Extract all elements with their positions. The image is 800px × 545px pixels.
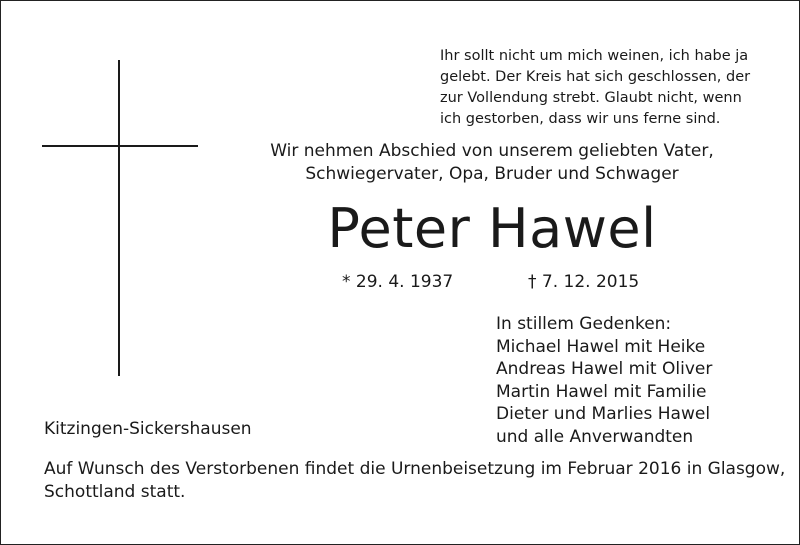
burial-notice (44, 458, 786, 504)
place-name: Kitzingen-Sickershausen (44, 419, 252, 439)
poem-line: ich gestorben, dass wir uns ferne sind. (440, 111, 721, 127)
mourner-line: Michael Hawel mit Heike (496, 336, 706, 357)
mourners-heading: In stillem Gedenken: (496, 314, 672, 334)
poem-verse (440, 46, 780, 130)
mourner-line: und alle Anverwandten (496, 426, 694, 447)
intro-line: Schwiegervater, Opa, Bruder und Schwager (305, 164, 679, 184)
cross-vertical-bar (118, 60, 120, 376)
farewell-intro (232, 140, 752, 186)
mourner-line: Andreas Hawel mit Oliver (496, 359, 713, 380)
death-date: † 7. 12. 2015 (528, 272, 640, 292)
mourner-line: Martin Hawel mit Familie (496, 381, 707, 402)
deceased-name: Peter Hawel (327, 197, 657, 260)
mourner-line: Dieter und Marlies Hawel (496, 404, 711, 425)
poem-line: gelebt. Der Kreis hat sich geschlossen, der (440, 69, 751, 85)
poem-line: Ihr sollt nicht um mich weinen, ich habe ja (440, 48, 749, 64)
notice-line: Auf Wunsch des Verstorbenen findet die Urnenbeisetzung im Februar 2016 in Glasgow, (44, 459, 786, 479)
intro-line: Wir nehmen Abschied von unserem geliebten Vater, (270, 141, 714, 161)
poem-line: zur Vollendung strebt. Glaubt nicht, wenn (440, 90, 742, 106)
birth-date: * 29. 4. 1937 (342, 272, 454, 292)
notice-line: Schottland statt. (44, 482, 186, 502)
mourners-list (496, 313, 712, 449)
cross-horizontal-bar (42, 145, 198, 147)
